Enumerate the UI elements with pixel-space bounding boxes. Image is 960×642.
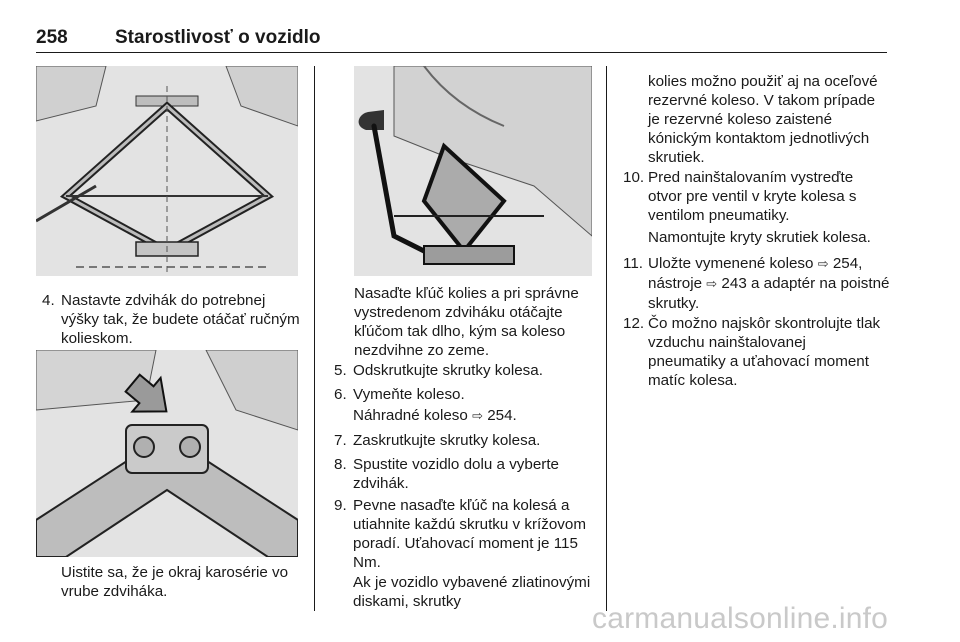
page-header	[36, 22, 887, 53]
step-number: 7.	[334, 432, 347, 449]
page-reference[interactable]: 254.	[487, 407, 517, 424]
step-number: 4.	[42, 292, 55, 309]
figure-jack-with-crank	[354, 66, 592, 276]
figure-jack-head-closeup	[36, 350, 298, 557]
figure-note: Uistite sa, že je okraj karosérie vo vrube zdviháka.	[61, 564, 289, 600]
detail-text: Náhradné koleso	[353, 407, 468, 424]
step-10-detail: Namontujte kryty skrutiek kolesa.	[648, 229, 871, 246]
step-text: Odskrutkujte skrutky kolesa.	[353, 362, 543, 379]
step-text: Zaskrutkujte skrutky kolesa.	[353, 432, 541, 449]
step-6-detail	[353, 406, 599, 426]
step-text-part: nástroje	[648, 275, 703, 292]
step-text: Nastavte zdvihák do potrebnej výšky tak, že budete otáčať ručným kolieskom.	[61, 292, 300, 347]
step-number: 6.	[334, 386, 347, 403]
step-number: 11.	[623, 255, 643, 272]
page-title: Starostlivosť o vozidlo	[115, 27, 321, 48]
page-reference-arrow-icon: ⇨	[817, 257, 829, 272]
page-reference[interactable]: 243 a adaptér na poistné skrutky.	[648, 275, 890, 312]
step-text: Vymeňte koleso.	[353, 386, 465, 403]
step-number: 5.	[334, 362, 347, 379]
page-number: 258	[36, 27, 68, 48]
page-reference-arrow-icon: ⇨	[706, 277, 718, 292]
step-text: Pevne nasaďte kľúč na kolesá a utiahnite každú skrutku v krížovom poradí. Uťahovací moment je 115 Nm.	[353, 497, 586, 571]
step-9-detail: Ak je vozidlo vybavené zliatinovými diskami, skrutky	[353, 574, 591, 610]
watermark: carmanualsonline.info	[592, 602, 889, 635]
step-text: Čo možno najskôr skontrolujte tlak vzduchu nainštalovanej pneumatiky a uťahovací moment matíc kolesa.	[648, 315, 881, 389]
column-divider	[314, 66, 315, 611]
step-number: 9.	[334, 497, 347, 514]
figure-jack-front-view	[36, 66, 298, 276]
page-reference-arrow-icon: ⇨	[472, 409, 483, 424]
continued-text: kolies možno použiť aj na oceľové rezervné koleso. V takom prípade je rezervné koleso zaistené kónickým kontaktom jednotlivých skrutiek.	[648, 73, 878, 166]
figure-caption: Nasaďte kľúč kolies a pri správne vystredenom zdviháku otáčajte kľúčom tak dlho, kým sa koleso nezdvihne zo zeme.	[354, 285, 579, 359]
page-reference[interactable]: 254,	[832, 255, 863, 272]
step-text: Spustite vozidlo dolu a vyberte zdvihák.	[353, 456, 559, 492]
step-text	[648, 254, 890, 313]
step-text: Pred nainštalovaním vystreďte otvor pre ventil v kryte kolesa s ventilom pneumatiky.	[648, 169, 857, 224]
column-divider	[606, 66, 607, 611]
step-number: 12.	[623, 315, 645, 332]
step-number: 10.	[623, 169, 645, 186]
step-text-part: Uložte vymenené koleso	[648, 255, 814, 272]
step-number: 8.	[334, 456, 347, 473]
